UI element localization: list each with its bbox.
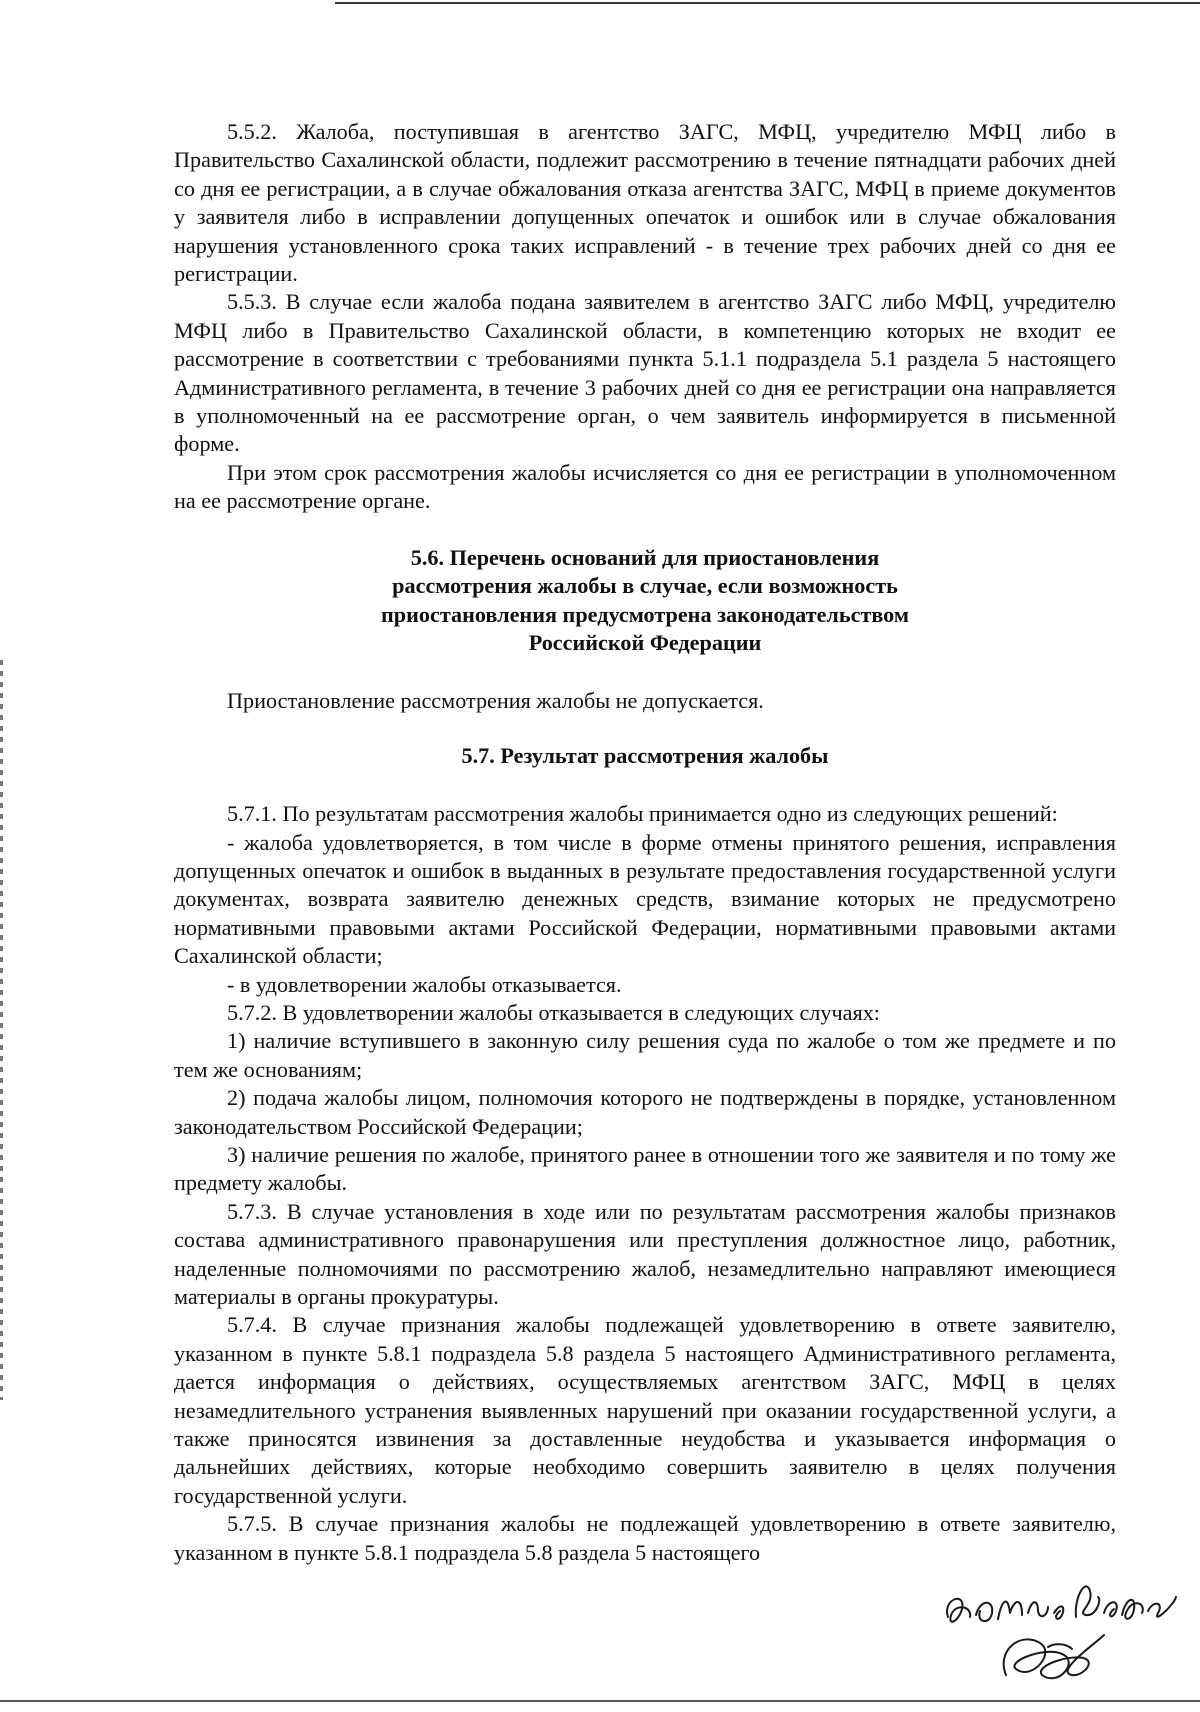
paragraph-5-6: Приостановление рассмотрения жалобы не допускается. — [227, 688, 764, 714]
paragraph-term-note: При этом срок рассмотрения жалобы исчисляется со дня ее регистрации в уполномоченном на ее рассмотрение органе. — [174, 459, 1116, 514]
paragraph-5-7-1: 5.7.1. По результатам рассмотрения жалобы принимается одно из следующих решений: — [227, 801, 1058, 827]
bottom-scan-rule — [0, 1700, 1200, 1702]
heading-5-6-line-1: 5.6. Перечень оснований для приостановления — [410, 544, 880, 570]
paragraph-refused: - в удовлетворении жалобы отказывается. — [227, 971, 622, 997]
paragraph-5-7-2: 5.7.2. В удовлетворении жалобы отказывается в следующих случаях: — [227, 999, 880, 1025]
paragraph-5-5-3: 5.5.3. В случае если жалоба подана заявителем в агентство ЗАГС либо МФЦ, учредителю МФЦ либо в Правительство Сахалинской области, в компетенцию которых не входит ее рассмотрение в соответствии с требованиями пункта 5.1.1 подраздела 5.1 раздела 5 настоящего Административного регламента, в течение 3 рабочих дней со дня ее регистрации она направляется в уполномоченный на ее рассмотрение орган, о чем заявитель информируется в письменной форме. — [174, 289, 1116, 457]
section-heading-5-6 — [174, 544, 1116, 658]
paragraph-satisfied: - жалоба удовлетворяется, в том числе в форме отмены принятого решения, исправления допущенных опечаток и ошибок в выданных в результате предоставления государственной услуги документах, возврата заявителю денежных средств, взимание которых не предусмотрено нормативными правовыми актами Российской Федерации, нормативными правовыми актами Сахалинской области; — [174, 829, 1116, 969]
document-page — [174, 118, 1116, 1567]
paragraph-item-3: 3) наличие решения по жалобе, принятого ранее в отношении того же заявителя и по тому же предмету жалобы. — [174, 1142, 1116, 1196]
top-scan-rule — [335, 2, 1200, 4]
left-scan-edge — [0, 660, 3, 1400]
paragraph-item-2: 2) подача жалобы лицом, полномочия которого не подтверждены в порядке, установленном законодательством Российской Федерации; — [174, 1085, 1116, 1139]
paragraph-item-1: 1) наличие вступившего в законную силу решения суда по жалобе о том же предмете и по тем же основаниям; — [174, 1028, 1116, 1082]
paragraph-5-7-4: 5.7.4. В случае признания жалобы подлежащей удовлетворению в ответе заявителю, указанном в пункте 5.8.1 подраздела 5.8 раздела 5 настоящего Административного регламента, дается информация о действиях, осуществляемых агентством ЗАГС, МФЦ в целях незамедлительного устранения выявленных нарушений при оказании государственной услуги, а также приносятся извинения за доставленные неудобства и указывается информация о дальнейших действиях, которые необходимо совершить заявителю в целях получения государственной услуги. — [174, 1312, 1116, 1508]
section-heading-5-7: 5.7. Результат рассмотрения жалобы — [461, 742, 829, 768]
heading-5-6-line-2: рассмотрения жалобы в случае, если возможность — [392, 573, 898, 599]
paragraph-5-5-2: 5.5.2. Жалоба, поступившая в агентство ЗАГС, МФЦ, учредителю МФЦ либо в Правительство Сахалинской области, подлежит рассмотрению в течение пятнадцати рабочих дней со дня ее регистрации, а в случае обжалования отказа агентства ЗАГС, МФЦ в приеме документов у заявителя либо в исправлении допущенных опечаток и ошибок или в случае обжалования нарушения установленного срока таких исправлений - в течение трех рабочих дней со дня ее регистрации. — [174, 119, 1116, 287]
paragraph-5-7-5: 5.7.5. В случае признания жалобы не подлежащей удовлетворению в ответе заявителю, указанном в пункте 5.8.1 подраздела 5.8 раздела 5 настоящего — [174, 1511, 1116, 1565]
heading-5-6-line-3: приостановления предусмотрена законодательством — [381, 601, 909, 627]
paragraph-5-7-3: 5.7.3. В случае установления в ходе или по результатам рассмотрения жалобы признаков состава административного правонарушения или преступления должностное лицо, работник, наделенные полномочиями по рассмотрению жалоб, незамедлительно направляют имеющиеся материалы в органы прокуратуры. — [174, 1198, 1116, 1310]
heading-5-6-line-4: Российской Федерации — [528, 629, 762, 655]
handwritten-signature — [936, 1569, 1186, 1694]
